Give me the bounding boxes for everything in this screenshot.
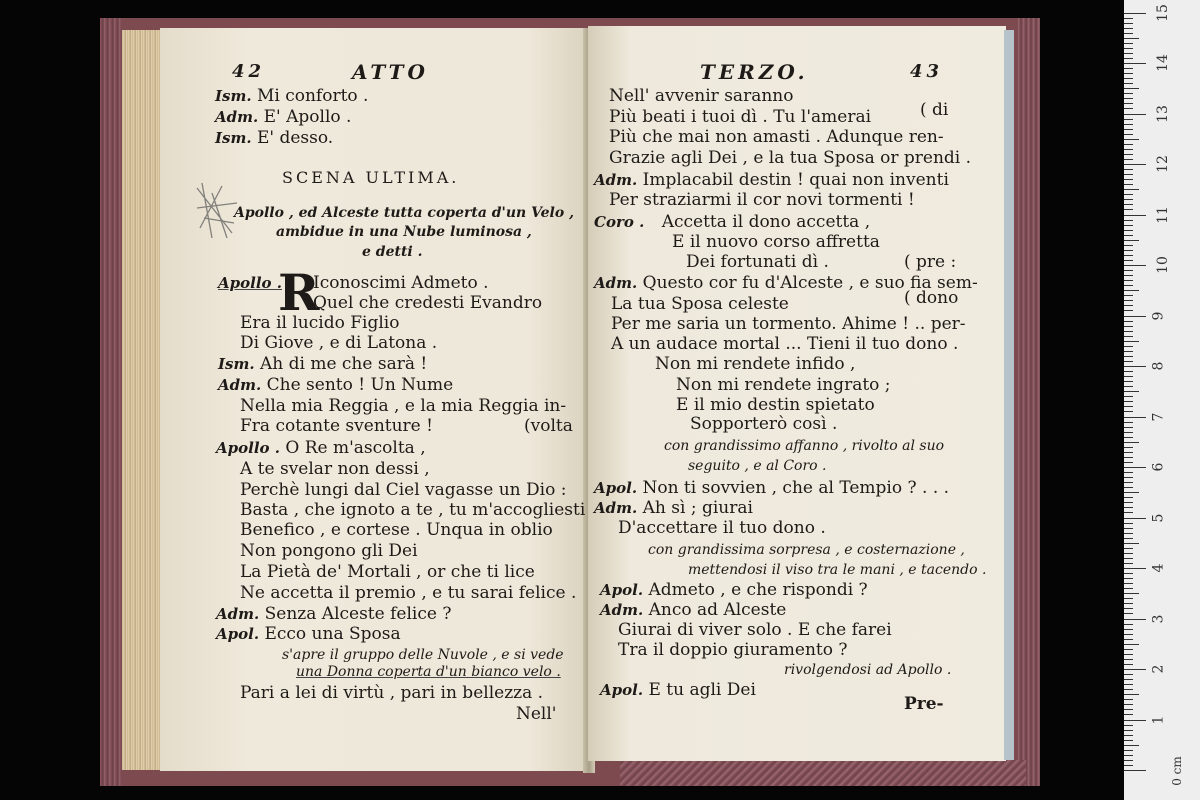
cover-bottom-strip	[620, 760, 1026, 786]
ruler-tick	[1124, 58, 1133, 59]
ruler-tick	[1124, 411, 1133, 412]
ruler-tick	[1124, 220, 1133, 221]
ruler-tick	[1124, 679, 1133, 680]
ruler-tick	[1124, 437, 1133, 438]
text-line: Ism. Ah di me che sarà !	[218, 354, 428, 374]
ruler-tick	[1124, 725, 1133, 726]
text-line: Non mi rendete ingrato ;	[676, 375, 891, 395]
ruler-tick	[1124, 371, 1133, 372]
ruler-tick	[1124, 447, 1133, 448]
ruler-tick	[1124, 326, 1133, 327]
ruler-tick	[1124, 639, 1133, 640]
text-line: Grazie agli Dei , e la tua Sposa or prendi .	[609, 148, 972, 168]
text-line: D'accettare il tuo dono .	[618, 518, 826, 538]
ruler-tick	[1124, 664, 1133, 665]
ruler-tick	[1124, 598, 1133, 599]
ruler-tick	[1124, 487, 1133, 488]
ruler-tick	[1124, 164, 1146, 165]
ruler-tick	[1124, 422, 1133, 423]
ruler-tick	[1124, 654, 1133, 655]
stage-direction: s'apre il gruppo delle Nuvole , e si vede	[282, 647, 564, 663]
ruler-number: 14	[1154, 54, 1171, 72]
measurement-ruler	[1124, 0, 1200, 800]
text-line: (volta	[524, 416, 573, 436]
ruler-tick	[1124, 184, 1133, 185]
ruler-number: 10	[1154, 256, 1171, 274]
ruler-tick	[1124, 432, 1133, 433]
ruler-number: 2	[1150, 664, 1167, 674]
ruler-tick	[1124, 523, 1133, 524]
text-line: Ne accetta il premio , e tu sarai felice .	[240, 583, 577, 603]
ruler-tick	[1124, 189, 1139, 190]
text-line: Adm. Ah sì ; giurai	[594, 498, 753, 518]
ruler-tick	[1124, 204, 1133, 205]
text-line: Apol. Non ti sovvien , che al Tempio ? . . .	[594, 478, 950, 498]
stage-direction: con grandissimo affanno , rivolto al suo	[664, 438, 945, 454]
ruler-tick	[1124, 199, 1133, 200]
ruler-tick	[1124, 129, 1133, 130]
catchword: Nell'	[516, 704, 557, 724]
ruler-tick	[1124, 83, 1133, 84]
ruler-tick	[1124, 699, 1133, 700]
text-line: Tra il doppio giuramento ?	[618, 640, 848, 660]
ruler-tick	[1124, 765, 1133, 766]
ruler-tick	[1124, 144, 1133, 145]
ruler-tick	[1124, 629, 1133, 630]
ruler-tick	[1124, 694, 1139, 695]
ruler-tick	[1124, 381, 1133, 382]
ruler-tick	[1124, 644, 1139, 645]
ruler-tick	[1124, 704, 1133, 705]
ruler-number: 13	[1154, 104, 1171, 123]
ruler-tick	[1124, 462, 1133, 463]
ruler-number: 5	[1150, 513, 1167, 522]
text-line: Apol. Admeto , e che rispondi ?	[600, 580, 868, 600]
text-line: Benefico , e cortese . Unqua in oblio	[240, 520, 553, 540]
text-line: Iconoscimi Admeto .	[313, 273, 489, 293]
running-header-right: TERZO.	[700, 60, 809, 84]
text-line: Coro . Accetta il dono accetta ,	[594, 212, 871, 232]
ruler-tick	[1124, 346, 1133, 347]
ruler-tick	[1124, 275, 1133, 276]
ruler-tick	[1124, 43, 1133, 44]
ruler-tick	[1124, 518, 1146, 519]
running-header-left: ATTO	[352, 60, 429, 84]
text-line: Adm. E' Apollo .	[215, 107, 352, 127]
ruler-tick	[1124, 300, 1133, 301]
ruler-tick	[1124, 755, 1133, 756]
text-line: ( pre :	[904, 252, 957, 272]
ruler-tick	[1124, 735, 1133, 736]
ruler-tick	[1124, 624, 1133, 625]
ruler-number: 3	[1150, 614, 1167, 623]
ruler-tick	[1124, 548, 1133, 549]
ruler-tick	[1124, 720, 1146, 721]
ruler-tick	[1124, 48, 1133, 49]
ruler-tick	[1124, 73, 1133, 74]
ruler-tick	[1124, 98, 1133, 99]
text-line: Per straziarmi il cor novi tormenti !	[609, 190, 915, 210]
ruler-tick	[1124, 265, 1146, 266]
ruler-tick	[1124, 427, 1133, 428]
ruler-tick	[1124, 492, 1139, 493]
text-line: Era il lucido Figlio	[240, 313, 400, 333]
ruler-tick	[1124, 366, 1146, 367]
text-line: Adm. Che sento ! Un Nume	[218, 375, 454, 395]
ruler-tick	[1124, 209, 1133, 210]
ruler-tick	[1124, 169, 1133, 170]
ruler-tick	[1124, 361, 1133, 362]
text-line: A un audace mortal ... Tieni il tuo dono .	[611, 334, 959, 354]
stage-direction: con grandissima sorpresa , e costernazione ,	[648, 542, 965, 558]
ruler-tick	[1124, 568, 1146, 569]
ruler-tick	[1124, 553, 1133, 554]
ruler-tick	[1124, 63, 1146, 64]
text-line: Adm. Implacabil destin ! quai non inventi	[594, 170, 949, 190]
text-line: ( dono	[904, 288, 959, 308]
speaker-label: Apollo .	[218, 274, 282, 292]
ruler-tick	[1124, 93, 1133, 94]
ruler-tick	[1124, 528, 1133, 529]
right-page-edge	[1004, 30, 1014, 760]
catchword: Pre-	[904, 694, 944, 714]
ruler-tick	[1124, 159, 1133, 160]
ruler-tick	[1124, 558, 1133, 559]
ruler-tick	[1124, 649, 1133, 650]
ruler-tick	[1124, 245, 1133, 246]
ruler-tick	[1124, 285, 1133, 286]
text-line: Nell' avvenir saranno	[609, 86, 794, 106]
ruler-tick	[1124, 139, 1139, 140]
ruler-number: 7	[1150, 412, 1167, 421]
stage-direction: ambidue in una Nube luminosa ,	[276, 224, 532, 240]
ruler-tick	[1124, 230, 1133, 231]
cover-edge-right	[1018, 18, 1040, 786]
ruler-tick	[1124, 730, 1133, 731]
text-line: A te svelar non dessi ,	[240, 459, 430, 479]
ruler-tick	[1124, 684, 1133, 685]
ruler-tick	[1124, 740, 1133, 741]
ruler-tick	[1124, 290, 1139, 291]
ruler-tick	[1124, 33, 1133, 34]
ruler-tick	[1124, 482, 1133, 483]
ruler-tick	[1124, 543, 1139, 544]
text-line: Ism. Mi conforto .	[215, 86, 369, 106]
ruler-tick	[1124, 154, 1133, 155]
stage-direction: e detti .	[362, 244, 423, 260]
stage-direction: rivolgendosi ad Apollo .	[784, 662, 952, 678]
ruler-tick	[1124, 376, 1133, 377]
ruler-tick	[1124, 472, 1133, 473]
ruler-tick	[1124, 563, 1133, 564]
ruler-tick	[1124, 235, 1133, 236]
ruler-number: 9	[1150, 311, 1167, 320]
ruler-tick	[1124, 669, 1146, 670]
ruler-tick	[1124, 770, 1146, 771]
ruler-tick	[1124, 88, 1139, 89]
text-line: Nella mia Reggia , e la mia Reggia in-	[240, 396, 567, 416]
text-line: Adm. Anco ad Alceste	[600, 600, 787, 620]
ruler-tick	[1124, 391, 1139, 392]
ruler-tick	[1124, 533, 1133, 534]
ruler-number: 12	[1154, 155, 1171, 173]
ruler-tick	[1124, 119, 1133, 120]
ruler-tick	[1124, 295, 1133, 296]
text-line: Apol. E tu agli Dei	[600, 680, 756, 700]
stage-direction: Apollo , ed Alceste tutta coperta d'un Velo ,	[234, 205, 574, 221]
ruler-tick	[1124, 331, 1133, 332]
drop-cap: R	[278, 263, 320, 322]
ruler-tick	[1124, 750, 1133, 751]
ruler-tick	[1124, 316, 1146, 317]
ruler-tick	[1124, 689, 1133, 690]
ruler-number: 4	[1150, 563, 1167, 573]
ruler-tick	[1124, 760, 1133, 761]
ruler-tick	[1124, 714, 1133, 715]
ruler-tick	[1124, 149, 1133, 150]
text-line: La Pietà de' Mortali , or che ti lice	[240, 562, 535, 582]
ruler-tick	[1124, 341, 1139, 342]
ruler-number: 6	[1150, 462, 1167, 472]
ruler-tick	[1124, 634, 1133, 635]
ruler-tick	[1124, 356, 1133, 357]
ruler-tick	[1124, 674, 1133, 675]
ruler-tick	[1124, 124, 1133, 125]
ruler-tick	[1124, 108, 1133, 109]
ruler-tick	[1124, 417, 1146, 418]
text-line: Pari a lei di virtù , pari in bellezza .	[240, 683, 544, 703]
ruler-tick	[1124, 351, 1133, 352]
ruler-tick	[1124, 745, 1139, 746]
ruler-tick	[1124, 53, 1133, 54]
text-line: Giurai di viver solo . E che farei	[618, 620, 892, 640]
ruler-tick	[1124, 78, 1133, 79]
ruler-tick	[1124, 18, 1133, 19]
text-line: Fra cotante sventure !	[240, 416, 433, 436]
ruler-tick	[1124, 477, 1133, 478]
ruler-tick	[1124, 442, 1139, 443]
text-line: E il nuovo corso affretta	[672, 232, 880, 252]
page-number-left: 42	[232, 61, 266, 82]
stage-direction: seguito , e al Coro .	[688, 458, 827, 474]
ruler-tick	[1124, 401, 1133, 402]
ruler-tick	[1124, 406, 1133, 407]
ruler-tick	[1124, 114, 1146, 115]
ruler-tick	[1124, 305, 1133, 306]
text-line: Apollo . O Re m'ascolta ,	[216, 438, 426, 458]
ruler-tick	[1124, 452, 1133, 453]
ruler-tick	[1124, 507, 1133, 508]
ruler-tick	[1124, 709, 1133, 710]
ruler-tick	[1124, 578, 1133, 579]
text-line: Più che mai non amasti . Adunque ren-	[609, 127, 944, 147]
ruler-tick	[1124, 502, 1133, 503]
ruler-tick	[1124, 28, 1133, 29]
ruler-tick	[1124, 573, 1133, 574]
text-line: Dei fortunati dì .	[686, 252, 829, 272]
ruler-tick	[1124, 240, 1139, 241]
ruler-number: 1	[1150, 715, 1167, 724]
ruler-tick	[1124, 225, 1133, 226]
ruler-tick	[1124, 250, 1133, 251]
cover-edge-left	[100, 18, 122, 786]
ruler-tick	[1124, 659, 1133, 660]
ruler-tick	[1124, 538, 1133, 539]
ruler-tick	[1124, 260, 1133, 261]
ruler-tick	[1124, 215, 1146, 216]
text-line: La tua Sposa celeste	[611, 294, 789, 314]
ruler-tick	[1124, 608, 1133, 609]
text-line: Più beati i tuoi dì . Tu l'amerai	[609, 107, 872, 127]
text-line: ( di	[920, 100, 949, 120]
ruler-tick	[1124, 13, 1146, 14]
stage-direction: mettendosi il viso tra le mani , e tacendo .	[688, 562, 987, 578]
ruler-tick	[1124, 588, 1133, 589]
ruler-tick	[1124, 583, 1133, 584]
ruler-tick	[1124, 512, 1133, 513]
ruler-tick	[1124, 386, 1133, 387]
ruler-tick	[1124, 467, 1146, 468]
text-line: Adm. Senza Alceste felice ?	[216, 604, 452, 624]
ruler-tick	[1124, 179, 1133, 180]
text-line: Basta , che ignoto a te , tu m'accogliesti	[240, 500, 586, 520]
ruler-tick	[1124, 321, 1133, 322]
text-line: Di Giove , e di Latona .	[240, 333, 438, 353]
ruler-tick	[1124, 619, 1146, 620]
ruler-tick	[1124, 310, 1133, 311]
stage-direction: una Donna coperta d'un bianco velo .	[296, 664, 561, 680]
ruler-tick	[1124, 68, 1133, 69]
ruler-tick	[1124, 593, 1139, 594]
text-line: Non mi rendete infido ,	[655, 354, 856, 374]
text-line: E il mio destin spietato	[676, 395, 875, 415]
text-line: Perchè lungi dal Ciel vagasse un Dio :	[240, 480, 567, 500]
ruler-number: 11	[1154, 205, 1171, 224]
ruler-tick	[1124, 270, 1133, 271]
text-line: Adm. Questo cor fu d'Alceste , e suo fia sem-	[594, 273, 978, 293]
text-line: Sopporterò così .	[690, 414, 838, 434]
ruler-tick	[1124, 38, 1139, 39]
ruler-tick	[1124, 603, 1133, 604]
ruler-number: 15	[1154, 3, 1171, 22]
text-line: Non pongono gli Dei	[240, 541, 418, 561]
ruler-tick	[1124, 497, 1133, 498]
ruler-unit: 0 cm	[1169, 756, 1184, 786]
ruler-tick	[1124, 457, 1133, 458]
ruler-tick	[1124, 336, 1133, 337]
text-line: Quel che credesti Evandro	[313, 293, 543, 313]
ruler-tick	[1124, 174, 1133, 175]
ruler-tick	[1124, 194, 1133, 195]
ruler-tick	[1124, 103, 1133, 104]
text-line: Per me saria un tormento. Ahime ! .. per-	[611, 314, 966, 334]
text-line: Ism. E' desso.	[215, 128, 334, 148]
page-number-right: 43	[910, 61, 944, 82]
ruler-tick	[1124, 396, 1133, 397]
ruler-tick	[1124, 255, 1133, 256]
text-line: Apol. Ecco una Sposa	[216, 624, 401, 644]
ruler-tick	[1124, 23, 1133, 24]
ruler-tick	[1124, 280, 1133, 281]
ruler-tick	[1124, 613, 1133, 614]
ruler-number: 8	[1150, 361, 1167, 371]
ruler-tick	[1124, 134, 1133, 135]
scene-title: SCENA ULTIMA.	[282, 168, 460, 187]
